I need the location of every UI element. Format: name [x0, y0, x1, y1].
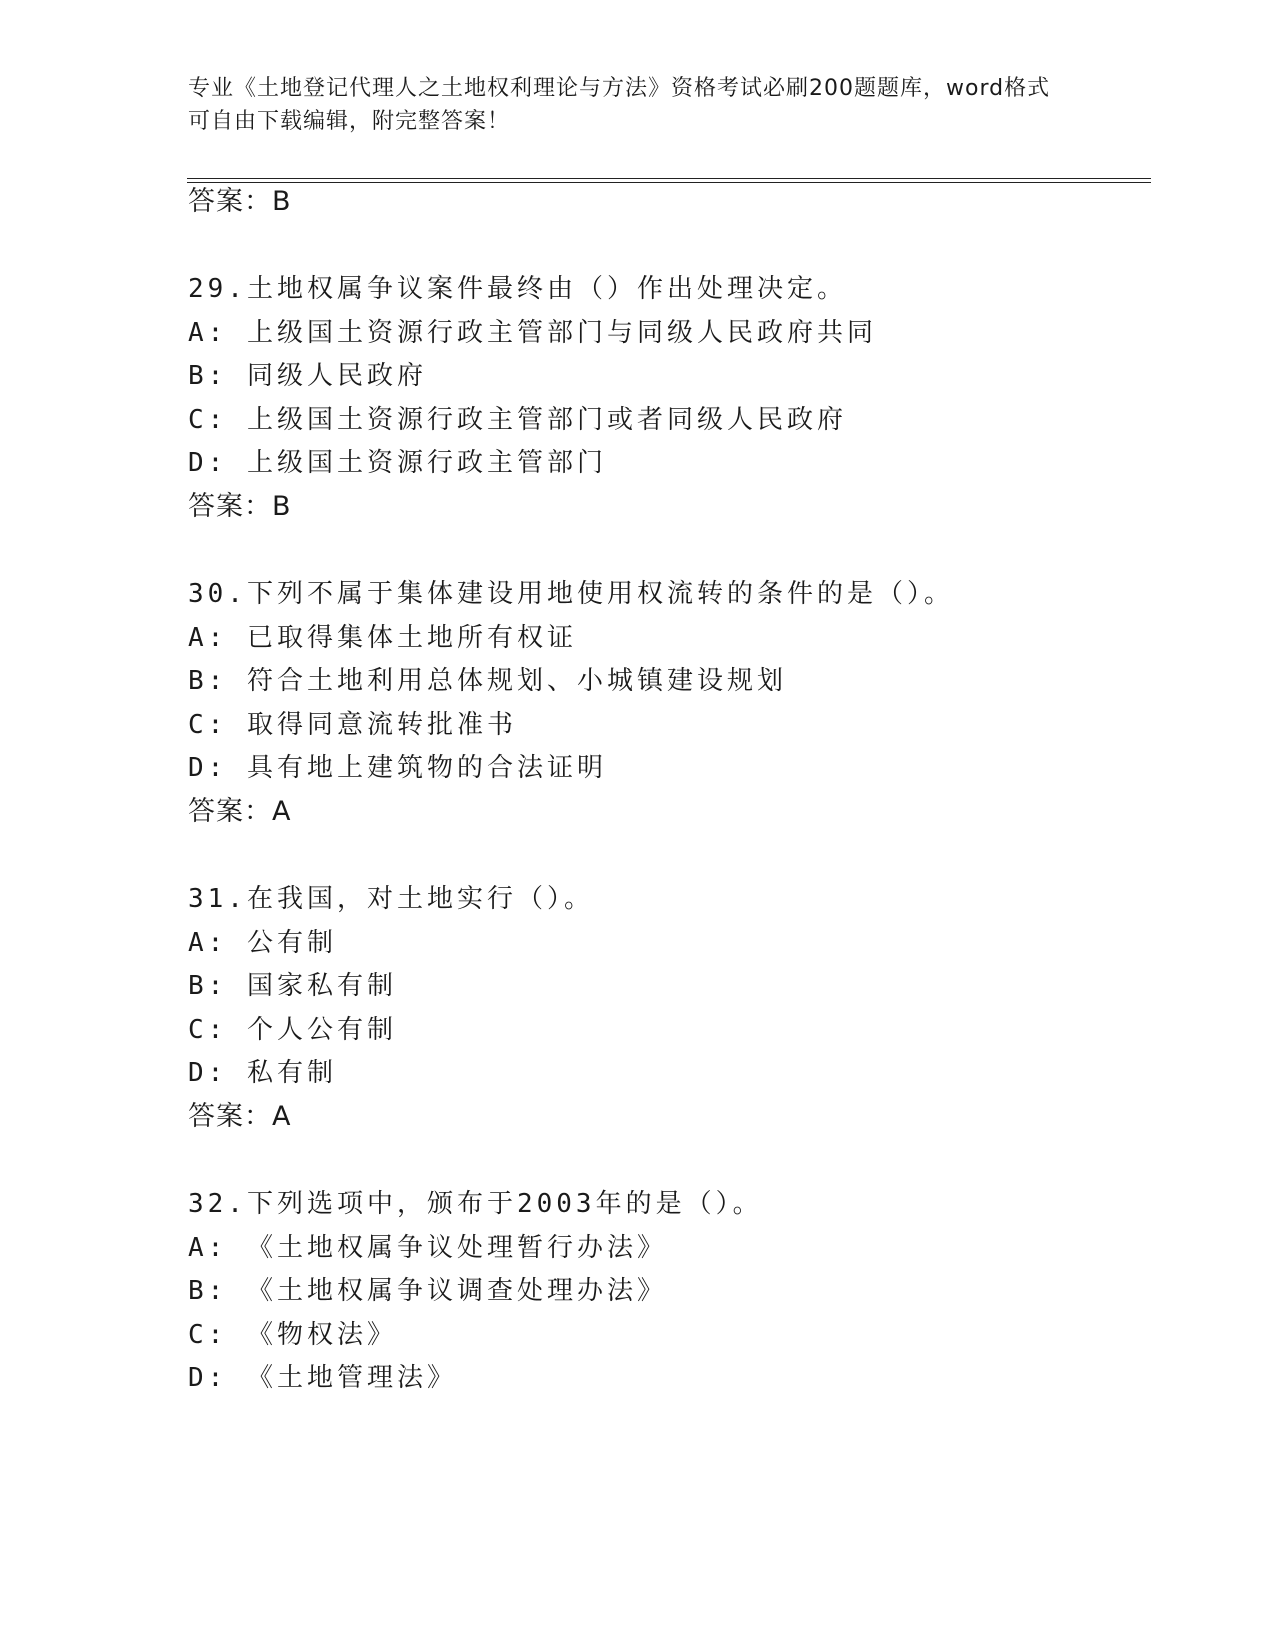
header-divider	[187, 178, 1151, 183]
question-29-option-b: B: 同级人民政府	[188, 361, 427, 391]
document-header: 专业《土地登记代理人之土地权利理论与方法》资格考试必刷200题题库，word格式可自由下载编辑，附完整答案！	[188, 76, 1051, 134]
question-32-option-b: B: 《土地权属争议调查处理办法》	[188, 1276, 667, 1306]
question-29-answer: 答案：B	[188, 491, 292, 522]
question-32-option-d: D: 《土地管理法》	[188, 1363, 457, 1393]
question-30-option-c: C: 取得同意流转批准书	[188, 710, 517, 740]
question-30-option-b: B: 符合土地利用总体规划、小城镇建设规划	[188, 666, 787, 696]
question-29-option-a: A: 上级国土资源行政主管部门与同级人民政府共同	[188, 318, 877, 348]
question-29-option-c: C: 上级国土资源行政主管部门或者同级人民政府	[188, 405, 847, 435]
question-29-option-d: D: 上级国土资源行政主管部门	[188, 448, 607, 478]
question-29-stem: 29.土地权属争议案件最终由（）作出处理决定。	[188, 274, 847, 304]
question-31-option-a: A: 公有制	[188, 928, 337, 958]
answer-previous: 答案：B	[188, 186, 292, 217]
question-31-option-b: B: 国家私有制	[188, 971, 397, 1001]
question-32-stem: 32.下列选项中，颁布于2003年的是（）。	[188, 1189, 763, 1219]
question-31-option-d: D: 私有制	[188, 1058, 337, 1088]
question-31-stem: 31.在我国，对土地实行（）。	[188, 884, 594, 914]
question-30-option-a: A: 已取得集体土地所有权证	[188, 623, 577, 653]
question-31-answer: 答案：A	[188, 1101, 292, 1132]
question-32-option-c: C: 《物权法》	[188, 1320, 397, 1350]
question-32-option-a: A: 《土地权属争议处理暂行办法》	[188, 1233, 667, 1263]
question-31-option-c: C: 个人公有制	[188, 1015, 397, 1045]
question-30-stem: 30.下列不属于集体建设用地使用权流转的条件的是（）。	[188, 579, 954, 609]
question-30-answer: 答案：A	[188, 796, 292, 827]
question-30-option-d: D: 具有地上建筑物的合法证明	[188, 753, 607, 783]
